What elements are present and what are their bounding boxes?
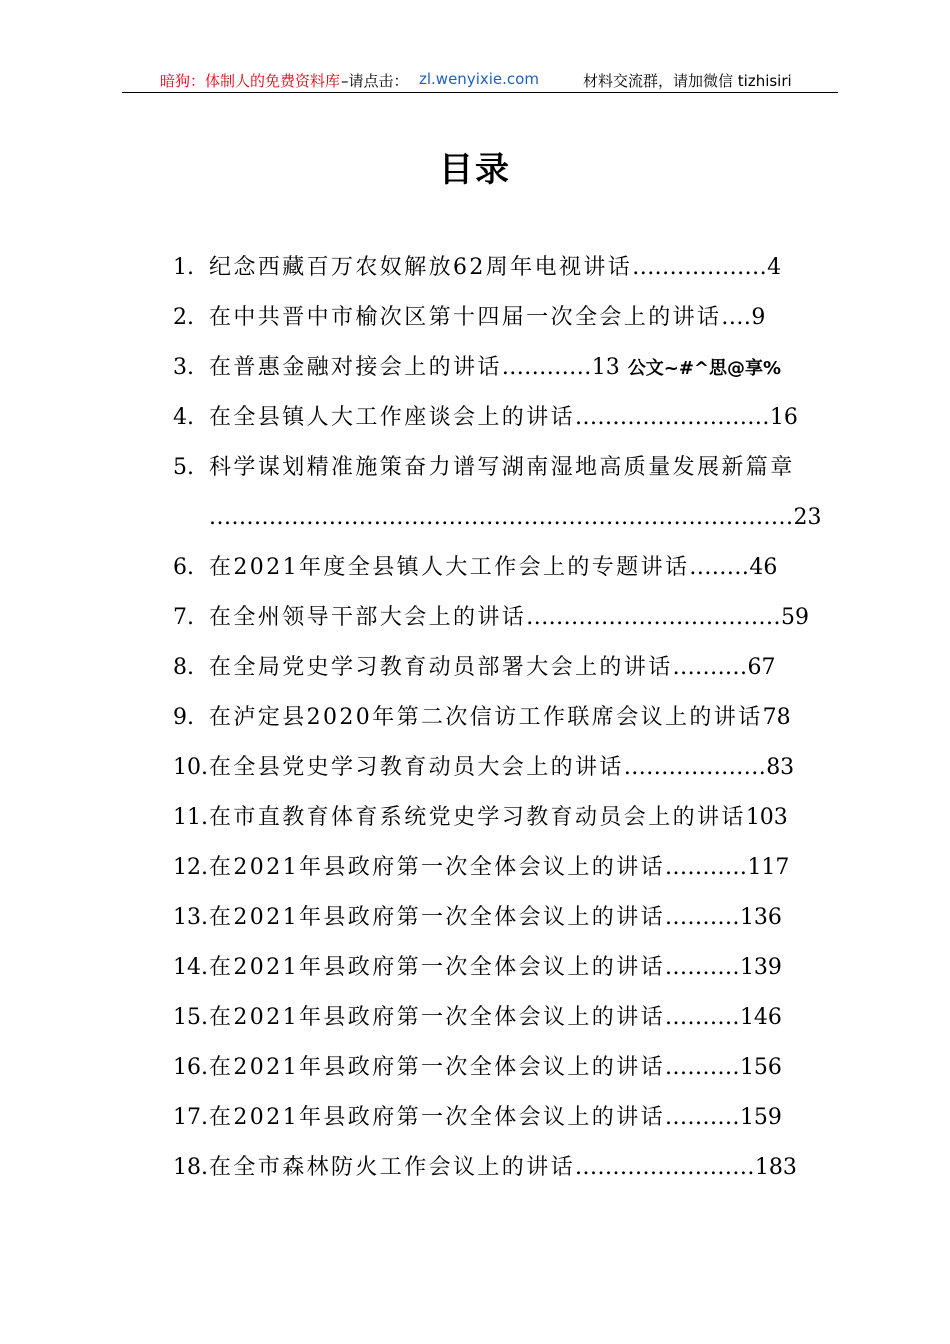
toc-entry-leader: ..........	[665, 1055, 740, 1080]
toc-entry-number: 14.	[173, 955, 208, 980]
toc-entry-page: 103	[745, 805, 788, 830]
toc-entry-number: 11.	[173, 805, 208, 830]
toc-entry-page: 16	[769, 405, 798, 430]
toc-entry-title: 在2021年度全县镇人大工作会上的专题讲话	[209, 555, 690, 580]
toc-entry-number: 5.	[173, 455, 194, 480]
toc-entry-page: 139	[739, 955, 782, 980]
toc-entry-number: 2.	[173, 305, 194, 330]
toc-entry-leader: ..........	[665, 905, 740, 930]
toc-entry-page: 9	[751, 305, 766, 330]
toc-entry-title: 在全市森林防火工作会议上的讲话	[209, 1155, 576, 1180]
toc-entry-title: 在全县党史学习教育动员大会上的讲话	[209, 755, 624, 780]
toc-entry-title: 在泸定县2020年第二次信访工作联席会议上的讲话	[209, 705, 763, 730]
toc-entry-page: 183	[754, 1155, 797, 1180]
toc-entry-title: 科学谋划精准施策奋力谱写湖南湿地高质量发展新篇章	[209, 455, 795, 480]
toc-entry-leader: ........	[689, 555, 750, 580]
toc-entry-page: 78	[762, 705, 791, 730]
toc-entry-number: 17.	[173, 1105, 208, 1130]
toc-entry-page: 156	[739, 1055, 782, 1080]
toc-entry-title: 纪念西藏百万农奴解放62周年电视讲话	[209, 255, 633, 280]
toc-entry-number: 13.	[173, 905, 208, 930]
toc-entry-leader: ..........	[665, 1005, 740, 1030]
toc-entry-leader: ..............................................................................	[209, 505, 794, 530]
toc-entry-number: 9.	[173, 705, 194, 730]
toc-entry-title: 在2021年县政府第一次全体会议上的讲话	[209, 1005, 665, 1030]
toc-entry-leader: ..................	[632, 255, 768, 280]
toc-entry-number: 3.	[173, 355, 194, 380]
toc-entry-title: 在全州领导干部大会上的讲话	[209, 605, 527, 630]
toc-entry-leader: ..................................	[526, 605, 781, 630]
toc-entry-number: 6.	[173, 555, 194, 580]
toc-entry-number: 18.	[173, 1155, 208, 1180]
header-group-note: 材料交流群，请加微信 tizhisiri	[583, 72, 792, 90]
toc-entry-number: 16.	[173, 1055, 208, 1080]
toc-entry-page: 159	[739, 1105, 782, 1130]
toc-entry-title: 在全局党史学习教育动员部署大会上的讲话	[209, 655, 673, 680]
toc-entry-page: 13	[591, 355, 620, 380]
toc-entry-number: 10.	[173, 755, 208, 780]
toc-entry-title: 在中共晋中市榆次区第十四届一次全会上的讲话	[209, 305, 722, 330]
toc-entry-page: 4	[767, 255, 782, 280]
toc-entry-page: 83	[766, 755, 795, 780]
toc-entry-number: 7.	[173, 605, 194, 630]
toc-entry-leader: ....	[721, 305, 752, 330]
toc-entry-page: 23	[793, 505, 822, 530]
toc-entry-leader: ...................	[623, 755, 767, 780]
toc-entry-title: 在全县镇人大工作座谈会上的讲话	[209, 405, 576, 430]
toc-entry-page: 117	[747, 855, 790, 880]
header-link[interactable]: zl.wenyixie.com	[419, 70, 539, 88]
watermark-text: 公文~#^思@享%	[627, 358, 782, 379]
toc-entry-title: 在普惠金融对接会上的讲话	[209, 355, 502, 380]
toc-entry-title: 在2021年县政府第一次全体会议上的讲话	[209, 1055, 665, 1080]
toc-entry-number: 8.	[173, 655, 194, 680]
header-site-name: 暗狗：体制人的免费资料库	[160, 72, 341, 90]
toc-entry-leader: ..........	[665, 1105, 740, 1130]
page-title: 目录	[439, 150, 511, 190]
page-header	[122, 70, 838, 93]
toc-entry-number: 4.	[173, 405, 194, 430]
toc-entry-leader: ............	[501, 355, 592, 380]
toc-entry-number: 1.	[173, 255, 194, 280]
toc-entry-leader: ...........	[665, 855, 748, 880]
toc-entry-title: 在市直教育体育系统党史学习教育动员会上的讲话	[209, 805, 746, 830]
toc-entry-page: 136	[739, 905, 782, 930]
toc-entry-leader: ..........................	[575, 405, 770, 430]
toc-entry-title: 在2021年县政府第一次全体会议上的讲话	[209, 905, 665, 930]
toc-entry-page: 146	[739, 1005, 782, 1030]
toc-entry-page: 67	[747, 655, 776, 680]
toc-entry-leader: ..........	[665, 955, 740, 980]
toc-entry-title: 在2021年县政府第一次全体会议上的讲话	[209, 855, 665, 880]
toc-entry-number: 15.	[173, 1005, 208, 1030]
toc-entry-title: 在2021年县政府第一次全体会议上的讲话	[209, 955, 665, 980]
toc-entry-leader: ........................	[575, 1155, 755, 1180]
header-click-prompt: –请点击：	[341, 72, 409, 90]
toc-entry-title: 在2021年县政府第一次全体会议上的讲话	[209, 1105, 665, 1130]
toc-entry-leader: ..........	[672, 655, 748, 680]
toc-entry-page: 46	[749, 555, 778, 580]
toc-entry-page: 59	[780, 605, 809, 630]
toc-entry-number: 12.	[173, 855, 208, 880]
